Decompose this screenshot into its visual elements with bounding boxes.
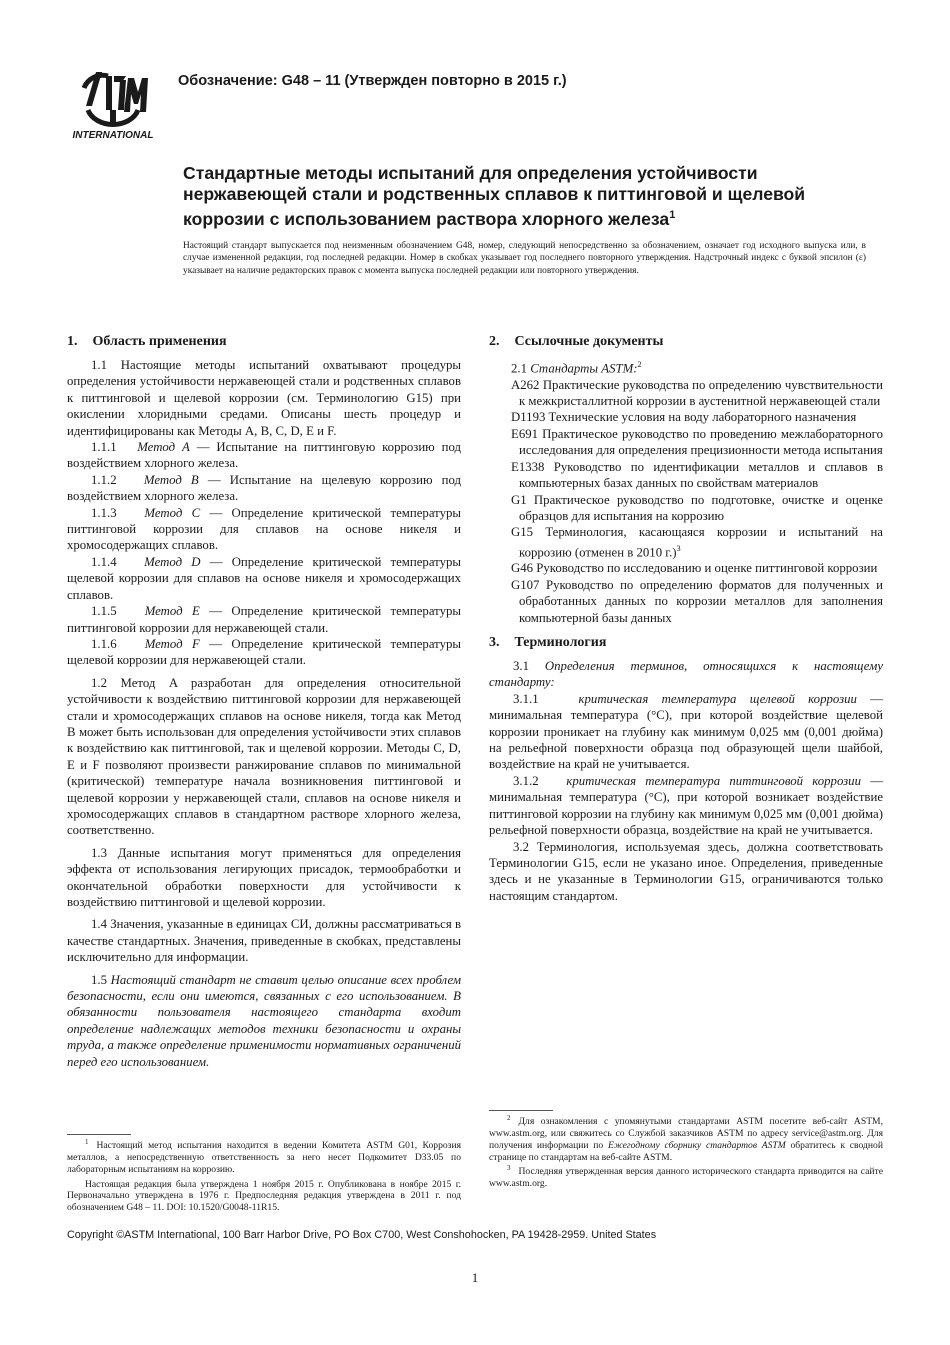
method-d: 1.1.4 Метод D — Определение критической температуры щелевой коррозии для сплавов на основе никеля и хромосодержащих сплавов. bbox=[67, 554, 461, 602]
ref-g107: G107 Руководство по определению форматов для полученных и обработанных данных по коррозии металлов для заполнения компьютерной базы данных bbox=[511, 577, 883, 625]
document-title bbox=[183, 163, 843, 230]
section-1-title: Область применения bbox=[92, 334, 227, 349]
ref-e1338: E1338 Руководство по идентификации металлов и сплавов в компьютерных базах данных по свойствам материалов bbox=[511, 459, 883, 491]
logo-international-text: INTERNATIONAL bbox=[72, 130, 154, 141]
para-3-1: 3.1 Определения терминов, относящихся к настоящему стандарту: bbox=[489, 659, 883, 690]
para-1-3: 1.3 Данные испытания могут применяться для определения эффекта от использования легирующих присадок, термообработки и окончательной обработки поверхности для устойчивости к воздействию питтинговой и щелевой коррозии. bbox=[67, 845, 461, 909]
footnote-3: $^3$ Последняя утвержденная версия данного исторического стандарта приводится на сайте www.astm.org. bbox=[489, 1164, 883, 1190]
para-3-2: 3.2 Терминология, используемая здесь, должна соответствовать Терминологии G15, если не указано иное. Определения, приведенные здесь и не указанные в Терминологии G15, ограничиваются только настоящим стандартом. bbox=[489, 839, 883, 903]
method-c: 1.1.3 Метод C — Определение критической температуры питтинговой коррозии для сплавов на основе никеля и хромосодержащих сплавов. bbox=[67, 505, 461, 553]
footnote-rule-left bbox=[67, 1134, 131, 1135]
ref-a262: A262 Практические руководства по определению чувствительности к межкристаллитной коррозии в аустенитной нержавеющей стали bbox=[511, 377, 883, 409]
issue-note: Настоящий стандарт выпускается под неизменным обозначением G48, номер, следующий непосредственно за обозначением, означает год исходного выпуска или, в случае измененной редакции, год последней редакции. Номер в скобках указывает год последнего повторного утверждения. Надстрочный индекс с буквой эпсилон (ε) указывает на наличие редакторских правок с момента выпуска последней редакции или повторного утверждения. bbox=[183, 241, 866, 276]
footnote-rule-right bbox=[489, 1110, 553, 1111]
para-3-1-1: 3.1.1 критическая температура щелевой коррозии — минимальная температура (°C), при которой воздействие щелевой коррозии проникает на глубину как минимум 0,025 мм (0,001 дюйма) на рельефной поверхности образца под образующей щели шайбой, воздействие на край не учитывается. bbox=[489, 691, 883, 772]
section-2-number: 2. bbox=[489, 334, 500, 349]
section-3-title: Терминология bbox=[514, 635, 607, 651]
para-1-4: 1.4 Значения, указанные в единицах СИ, должны рассматриваться в качестве стандартных. Значения, приведенные в скобках, представлены исключительно для информации. bbox=[67, 917, 461, 965]
designation: Обозначение: G48 – 11 (Утвержден повторно в 2015 г.) bbox=[178, 73, 567, 89]
section-1-number: 1. bbox=[67, 334, 78, 349]
section-2-title: Ссылочные документы bbox=[514, 334, 664, 349]
section-3-number: 3. bbox=[489, 635, 500, 651]
footnote-2: $^2$ Для ознакомления с упомянутыми стандартами ASTM посетите веб-сайт ASTM, www.astm.org, или свяжитесь со Службой заказчиков ASTM по адресу service@astm.org. Для получения информации по Ежегодному сборнику стандартов ASTM обратитесь к сводной странице по стандартам на веб-сайте ASTM. bbox=[489, 1114, 883, 1163]
footnotes-right bbox=[489, 1113, 883, 1190]
footnote-1: $^1$ Настоящий метод испытания находится в ведении Комитета ASTM G01, Коррозия металлов, а непосредственную ответственность за него несет Подкомитет D33.05 по лабораторным испытаниям на коррозию. bbox=[67, 1138, 461, 1175]
ref-g1: G1 Практическое руководство по подготовке, очистке и оценке образцов для испытания на коррозию bbox=[511, 492, 883, 523]
astm-logo bbox=[70, 70, 156, 142]
title-footnote-mark: 1 bbox=[669, 209, 676, 221]
ref-g46: G46 Руководство по исследованию и оценке питтинговой коррозии bbox=[511, 561, 878, 576]
page-number: 1 bbox=[471, 1270, 479, 1285]
method-b: 1.1.2 Метод B — Испытание на щелевую коррозию под воздействием хлорного железа. bbox=[67, 472, 462, 504]
method-a: 1.1.1 Метод A — Испытание на питтинговую коррозию под воздействием хлорного железа. bbox=[67, 440, 461, 471]
section-3-heading bbox=[489, 634, 883, 652]
footnotes-left bbox=[67, 1137, 461, 1214]
para-1-1: 1.1 Настоящие методы испытаний охватывают процедуры определения устойчивости нержавеющей стали и родственных сплавов к питтинговой и щелевой коррозии (см. Терминологию G15) при окислении хлоридными средами. Описаны шесть процедур и идентифицированы как Методы A, B, C, D, E и F. bbox=[67, 358, 461, 438]
ref-g15: G15 Терминология, касающаяся коррозии и испытаний на коррозию (отменен в 2010 г.)$^3$ bbox=[511, 525, 883, 559]
title-text: Стандартные методы испытаний для определения устойчивости нержавеющей стали и родственных сплавов к питтинговой и щелевой коррозии с использованием раствора хлорного железа bbox=[183, 163, 806, 229]
copyright-line: Copyright ©ASTM International, 100 Barr Harbor Drive, PO Box C700, West Conshohocken, PA 19428-2959. United States bbox=[67, 1229, 657, 1241]
para-1-5: 1.5 Настоящий стандарт не ставит целью описание всех проблем безопасности, если они имеются, связанных с его использованием. В обязанности пользователя настоящего стандарта входит определение надлежащих методов техники безопасности и охраны труда, а также определение применимости нормативных ограничений перед его использованием. bbox=[67, 972, 461, 1069]
section-1-heading bbox=[67, 333, 461, 351]
para-2-1: 2.1 Стандарты ASTM:$^2$ bbox=[511, 360, 642, 376]
ref-d1193: D1193 Технические условия на воду лабораторного назначения bbox=[511, 410, 857, 425]
footnote-1-approval: Настоящая редакция была утверждена 1 ноября 2015 г. Опубликована в ноябре 2015 г. Первоначально утверждена в 1976 г. Предпоследняя редакция утверждена в 2011 г. под обозначением G48 – 11. DOI: 10.1520/G0048-11R15. bbox=[67, 1178, 461, 1214]
section-2-heading bbox=[489, 333, 883, 351]
right-column bbox=[489, 333, 883, 904]
method-e: 1.1.5 Метод E — Определение критической температуры питтинговой коррозии для нержавеющей стали. bbox=[67, 604, 461, 635]
para-1-2: 1.2 Метод A разработан для определения относительной устойчивости к воздействию питтинговой коррозии для нержавеющей стали и хромосодержащих сплавов на основе никеля, тогда как Метод B может быть использован для определения устойчивости этих сплавов к воздействию как питтинговой, так и щелевой коррозии. Методы C, D, E и F позволяют произвести ранжирование сплавов по минимальной (критической) температуре начала возникновения питтинговой и щелевой коррозии у нержавеющей стали, сплавов на основе никеля и хромосодержащих сплавов в стандартном растворе хлорного железа, соответственно. bbox=[67, 675, 461, 838]
ref-e691: E691 Практическое руководство по проведению межлабораторного исследования для определения прецизионности метода испытания bbox=[511, 426, 883, 458]
para-3-1-2: 3.1.2 критическая температура питтинговой коррозии — минимальная температура (°C), при которой возникает воздействие питтинговой коррозии на глубину как минимум 0,025 мм (0,001 дюйма) рельефной поверхности образца, воздействие на край не учитывается. bbox=[489, 773, 884, 838]
method-f: 1.1.6 Метод F — Определение критической температуры щелевой коррозии для нержавеющей стали. bbox=[67, 636, 461, 668]
left-column bbox=[67, 333, 461, 1070]
